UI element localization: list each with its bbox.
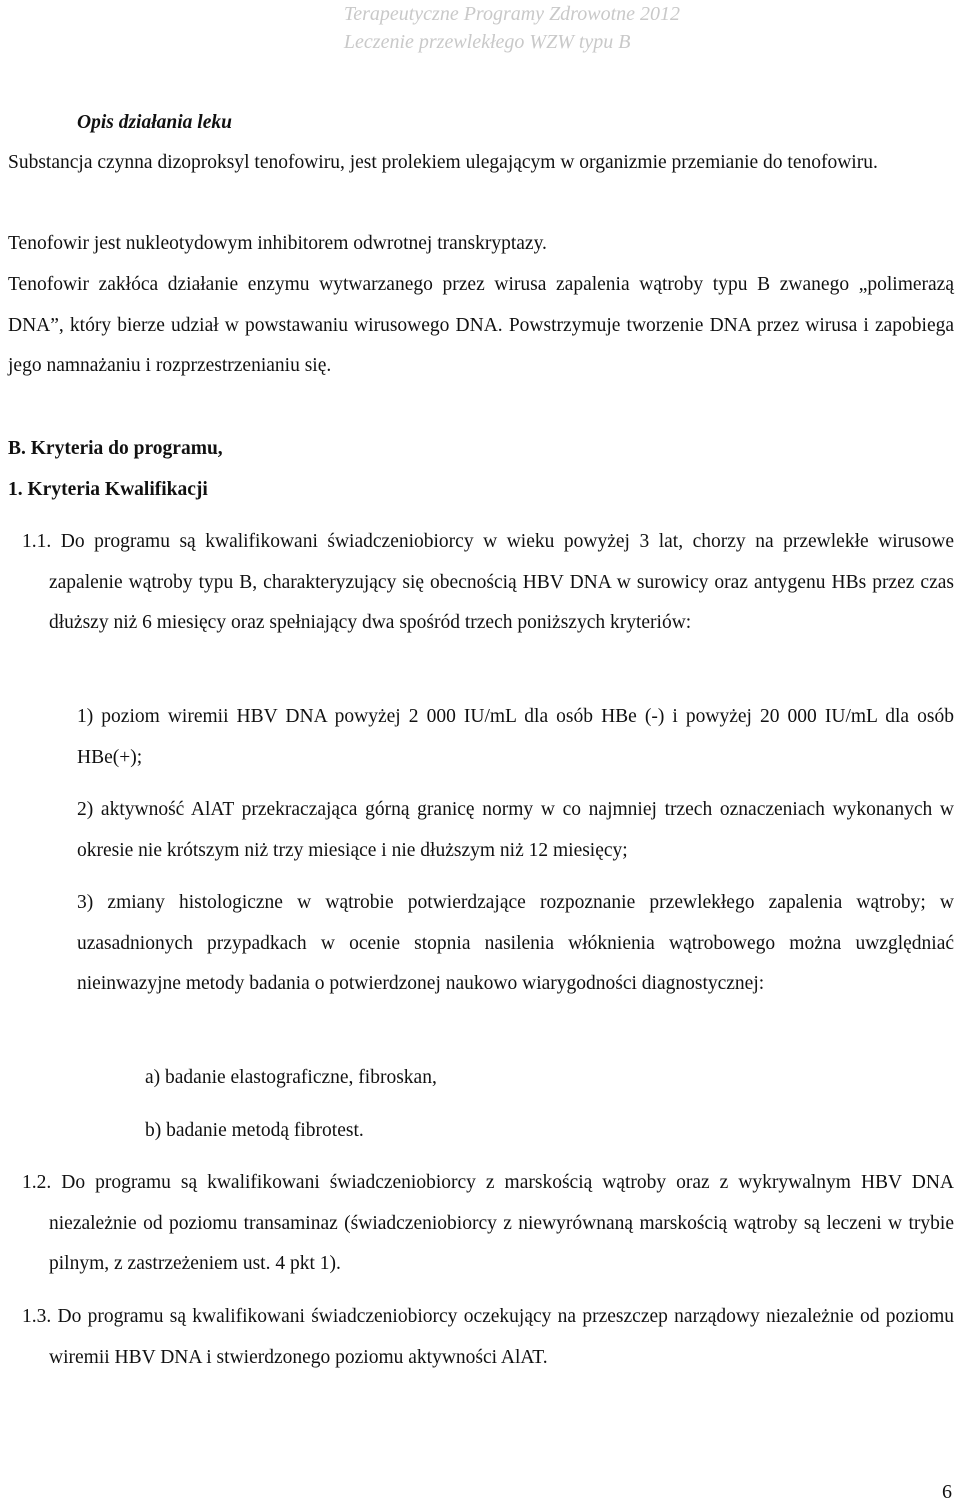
criterion-3: 3) zmiany histologiczne w wątrobie potwierdzające rozpoznanie przewlekłego zapalenia wątroby; w uzasadnionych przypadkach w ocenie stopnia nasilenia włóknienia wątrobowego można uwzględniać nieinwazyjne metody badania o potwierdzonej naukowo wiarygodności diagnostycznej: [77, 892, 954, 994]
item-1-2-body: Do programu są kwalifikowani świadczeniobiorcy z marskością wątroby oraz z wykrywalnym HBV DNA niezależnie od poziomu transaminaz (świadczeniobiorcy z niewyrównaną marskością wątroby są leczeni w trybie pilnym, z zastrzeżeniem ust. 4 pkt 1). [49, 1172, 955, 1274]
opis-title: Opis działania leku [77, 112, 232, 133]
opis-paragraph-1: Substancja czynna dizoproksyl tenofowiru, jest prolekiem ulegającym w organizmie przemianie do tenofowiru. [8, 152, 878, 173]
item-1-3-body: Do programu są kwalifikowani świadczeniobiorcy oczekujący na przeszczep narządowy niezależnie od poziomu wiremii HBV DNA i stwierdzonego poziomu aktywności AlAT. [49, 1306, 955, 1368]
opis-paragraph-3: Tenofowir zakłóca działanie enzymu wytwarzanego przez wirusa zapalenia wątroby typu B zwanego „polimerazą DNA”, który bierze udział w powstawaniu wirusowego DNA. Powstrzymuje tworzenie DNA przez wirusa i zapobiega jego namnażaniu i rozprzestrzenianiu się. [8, 274, 954, 376]
item-1-3-text [22, 1297, 954, 1378]
section-b-title: B. Kryteria do programu, [8, 438, 223, 459]
item-1-3-number: 1.3. [22, 1306, 52, 1327]
criterion-3a: a) badanie elastograficzne, fibroskan, [145, 1067, 437, 1088]
item-1-1-body: Do programu są kwalifikowani świadczeniobiorcy w wieku powyżej 3 lat, chorzy na przewlekłe wirusowe zapalenie wątroby typu B, charakteryzujący się obecnością HBV DNA w surowicy oraz antygenu HBs przez czas dłuższy niż 6 miesięcy oraz spełniający dwa spośród trzech poniższych kryteriów: [49, 531, 954, 633]
opis-paragraph-2: Tenofowir jest nukleotydowym inhibitorem odwrotnej transkryptazy. [8, 233, 547, 254]
page-number: 6 [942, 1481, 952, 1503]
criterion-1: 1) poziom wiremii HBV DNA powyżej 2 000 IU/mL dla osób HBe (-) i powyżej 20 000 IU/mL dla osób HBe(+); [77, 706, 954, 768]
item-1-1-text [22, 522, 954, 644]
header-program-subtitle: Leczenie przewlekłego WZW typu B [343, 31, 631, 53]
item-1-1-number: 1.1. [22, 531, 52, 552]
item-1-1 [22, 522, 954, 644]
page-header [344, 0, 680, 56]
item-1-2 [22, 1163, 954, 1285]
header-program-title: Terapeutyczne Programy Zdrowotne 2012 [343, 3, 680, 25]
section-b-subtitle: 1. Kryteria Kwalifikacji [8, 479, 208, 500]
criterion-3b: b) badanie metodą fibrotest. [145, 1120, 364, 1141]
criterion-2: 2) aktywność AlAT przekraczająca górną granicę normy w co najmniej trzech oznaczeniach wykonanych w okresie nie krótszym niż trzy miesiące i nie dłuższym niż 12 miesięcy; [77, 799, 954, 861]
item-1-2-text [22, 1163, 954, 1285]
item-1-2-number: 1.2. [22, 1172, 52, 1193]
item-1-3 [22, 1297, 954, 1378]
